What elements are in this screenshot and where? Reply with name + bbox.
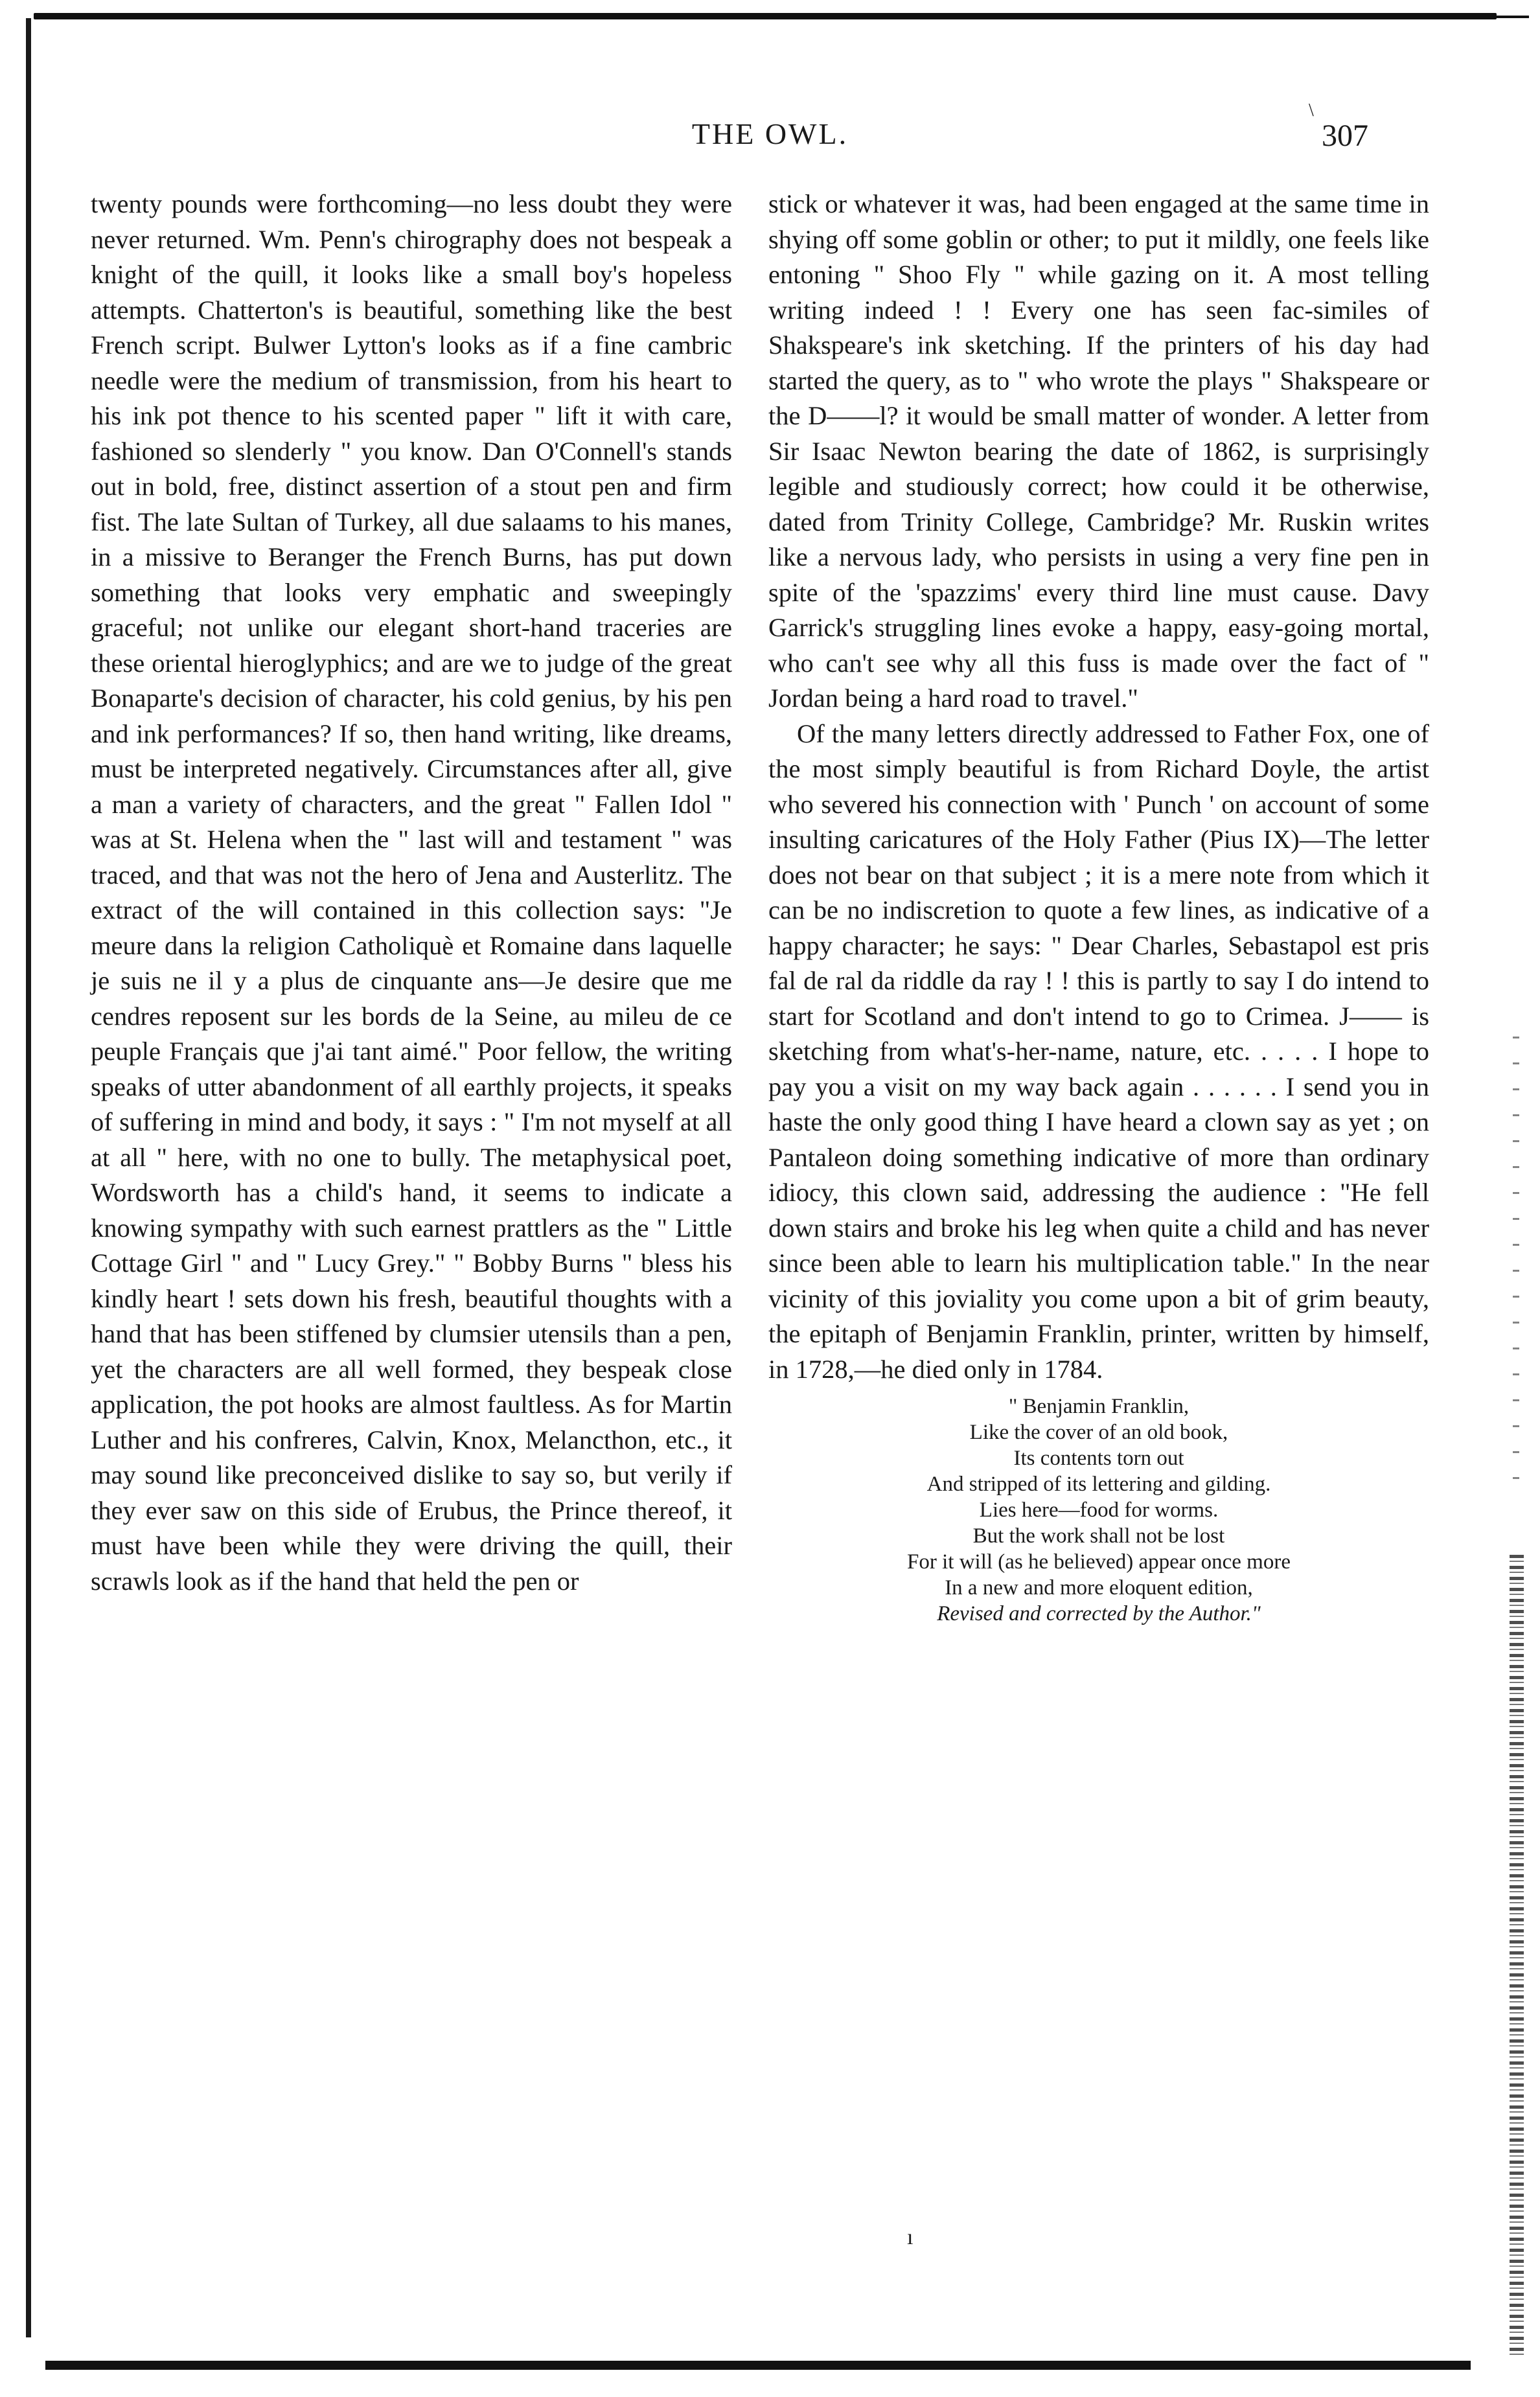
epitaph-line: " Benjamin Franklin, [1008,1395,1189,1418]
epitaph-line: Its contents torn out [1013,1447,1184,1470]
running-title: THE OWL. [691,117,849,150]
epitaph-line: Revised and corrected by the Author." [937,1602,1261,1625]
right-edge-binding [1510,1555,1524,2358]
left-column [91,187,732,1599]
epitaph-line: In a new and more eloquent edition, [945,1576,1253,1600]
epitaph-line: Lies here—food for worms. [979,1498,1219,1522]
page-number: 307 [1322,119,1368,153]
right-column [768,187,1429,1627]
left-border-rule [26,18,31,2337]
footer-mark: ı [907,2225,914,2249]
top-border-rule [34,13,1497,19]
epitaph-line: And stripped of its lettering and gilding. [926,1473,1271,1496]
right-column-paragraph-1: stick or whatever it was, had been engaged at the same time in shying off some goblin or other; to put it mildly, one feels like entoning " Shoo Fly " while gazing on it. A most telling writing indeed ! ! Every one has seen fac-similes of Shakspeare's ink sketching. If the printers of his day had started the query, as to " who wrote the plays " Shakspeare or the D——l? it would be small matter of wonder. A letter from Sir Isaac Newton bearing the date of 1862, is surprisingly legible and studiously correct; how could it be otherwise, dated from Trinity College, Cambridge? Mr. Ruskin writes like a nervous lady, who persists in using a very fine pen in spite of the 'spazzims' every third line must cause. Davy Garrick's struggling lines evoke a happy, easy-going mortal, who can't see why all this fuss is made over the fact of " Jordan being a hard road to travel." [768,189,1429,713]
epitaph-line: Like the cover of an old book, [969,1421,1228,1444]
bottom-border-rule [45,2361,1471,2370]
epitaph-line: But the work shall not be lost [972,1524,1225,1548]
epitaph-line: For it will (as he believed) appear once more [907,1550,1291,1574]
top-border-rule-tail [1484,16,1529,18]
corner-mark: \ [1309,100,1314,120]
right-column-paragraph-2: Of the many letters directly addressed to Father Fox, one of the most simply beautiful is from Richard Doyle, the artist who severed his connection with ' Punch ' on account of some insulting caricatures of the Holy Father (Pius IX)—The letter does not bear on that subject ; it is a mere note from which it can be no indiscretion to quote a few lines, as indicative of a happy character; he says: " Dear Charles, Sebastapol est pris fal de ral da riddle da ray ! ! this is partly to say I do intend to start for Scotland and don't intend to go to Crimea. J—— is sketching from what's-her-name, nature, etc. . . . . I hope to pay you a visit on my way back again . . . . . . I send you in haste the only good thing I have heard a clown say as yet ; on Pantaleon doing something indicative of more than ordinary idiocy, this clown said, addressing the audience : "He fell down stairs and broke his leg when quite a child and has never since been able to learn his multiplication table." In the near vicinity of this joviality you come upon a bit of grim beauty, the epitaph of Benjamin Franklin, printer, written by himself, in 1728,—he died only in 1784. [768,718,1429,1384]
right-edge-marks [1513,1037,1519,1490]
franklin-epitaph [768,1393,1429,1627]
left-column-paragraph: twenty pounds were forthcoming—no less doubt they were never returned. Wm. Penn's chirography does not bespeak a knight of the quill, it looks like a small boy's hopeless attempts. Chatterton's is beautiful, something like the best French script. Bulwer Lytton's looks as if a fine cambric needle were the medium of transmission, from his heart to his ink pot thence to his scented paper " lift it with care, fashioned so slenderly " you know. Dan O'Connell's stands out in bold, free, distinct assertion of a stout pen and firm fist. The late Sultan of Turkey, all due salaams to his manes, in a missive to Beranger the French Burns, has put down something that looks very emphatic and sweepingly graceful; not unlike our elegant short-hand traceries are these oriental hieroglyphics; and are we to judge of the great Bonaparte's decision of character, his cold genius, by his pen and ink performances? If so, then hand writing, like dreams, must be interpreted negatively. Circumstances after all, give a man a variety of characters, and the great " Fallen Idol " was at St. Helena when the " last will and testament " was traced, and that was not the hero of Jena and Austerlitz. The extract of the will contained in this collection says: "Je meure dans la religion Catholiquè et Romaine dans laquelle je suis ne il y a plus de cinquante ans—Je desire que me cendres reposent sur les bords de la Seine, au mileu de ce peuple Français que j'ai tant aimé." Poor fellow, the writing speaks of utter abandonment of all earthly projects, it speaks of suffering in mind and body, it says : " I'm not myself at all at all " here, with no one to bully. The metaphysical poet, Wordsworth has a child's hand, it seems to indicate a knowing sympathy with such earnest prattlers as the " Little Cottage Girl " and " Lucy Grey." " Bobby Burns " bless his kindly heart ! sets down his fresh, beautiful thoughts with a hand that has been stiffened by clumsier utensils than a pen, yet the characters are all well formed, they bespeak close application, the pot hooks are almost faultless. As for Martin Luther and his confreres, Calvin, Knox, Melancthon, etc., it may sound like preconceived dislike to say so, but verily if they ever saw on this side of Erubus, the Prince thereof, it must have been while they were driving the quill, their scrawls look as if the hand that held the pen or [91,189,732,1596]
